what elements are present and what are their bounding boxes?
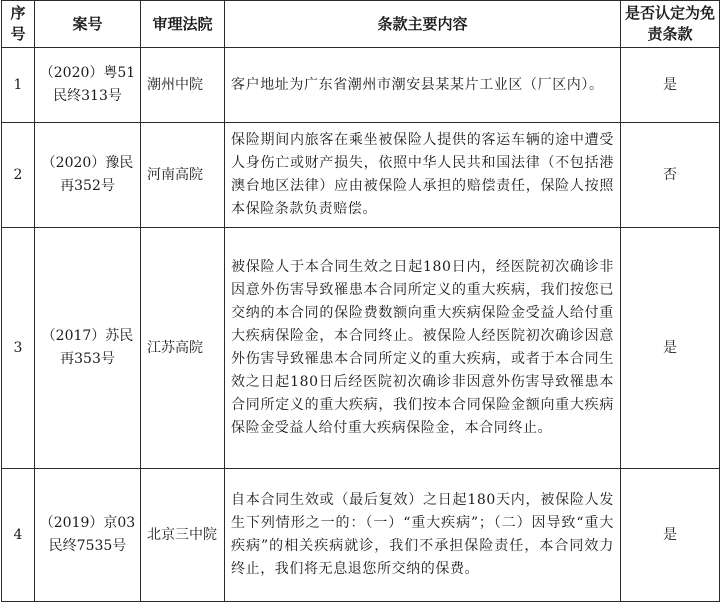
- row-case-no: （2019）京03民终7535号: [35, 469, 141, 602]
- table-row: [2, 123, 720, 228]
- table-row: [2, 469, 720, 602]
- header-exempt: 是否认定为免责条款: [621, 1, 720, 48]
- row-case-no: （2020）粤51民终313号: [35, 48, 141, 123]
- row-exempt: 否: [621, 123, 720, 228]
- row-seq: 2: [2, 123, 35, 228]
- row-content: 客户地址为广东省潮州市潮安县某某片工业区（厂区内）。: [225, 48, 621, 123]
- row-content: 被保险人于本合同生效之日起180日内，经医院初次确诊非因意外伤害导致罹患本合同所定义的重大疾病，我们按您已交纳的本合同的保险费数额向重大疾病保险金受益人给付重大疾病保险金，本合同终止。被保险人经医院初次确诊因意外伤害导致罹患本合同所定义的重大疾病，或者于本合同生效之日起180日后经医院初次确诊非因意外伤害导致罹患本合同所定义的重大疾病，我们按本合同保险金额向重大疾病保险金受益人给付重大疾病保险金，本合同终止。: [225, 228, 621, 469]
- header-seq: 序号: [2, 1, 35, 48]
- row-seq: 4: [2, 469, 35, 602]
- row-court: 北京三中院: [141, 469, 225, 602]
- row-court: 江苏高院: [141, 228, 225, 469]
- row-seq: 1: [2, 48, 35, 123]
- row-court: 潮州中院: [141, 48, 225, 123]
- header-row: [2, 1, 720, 48]
- row-case-no: （2017）苏民再353号: [35, 228, 141, 469]
- table-row: [2, 228, 720, 469]
- row-case-no: （2020）豫民再352号: [35, 123, 141, 228]
- row-exempt: 是: [621, 469, 720, 602]
- row-court: 河南高院: [141, 123, 225, 228]
- header-case-no: 案号: [35, 1, 141, 48]
- row-exempt: 是: [621, 228, 720, 469]
- clause-table: [1, 0, 720, 602]
- header-content: 条款主要内容: [225, 1, 621, 48]
- row-content: 自本合同生效或（最后复效）之日起180天内，被保险人发生下列情形之一的：（一）“重大疾病”；（二）因导致“重大疾病”的相关疾病就诊，我们不承担保险责任，本合同效力终止，我们将无息退您所交纳的保费。: [225, 469, 621, 602]
- row-content: 保险期间内旅客在乘坐被保险人提供的客运车辆的途中遭受人身伤亡或财产损失，依照中华人民共和国法律（不包括港澳台地区法律）应由被保险人承担的赔偿责任，保险人按照本保险条款负责赔偿。: [225, 123, 621, 228]
- row-exempt: 是: [621, 48, 720, 123]
- header-court: 审理法院: [141, 1, 225, 48]
- row-seq: 3: [2, 228, 35, 469]
- table-row: [2, 48, 720, 123]
